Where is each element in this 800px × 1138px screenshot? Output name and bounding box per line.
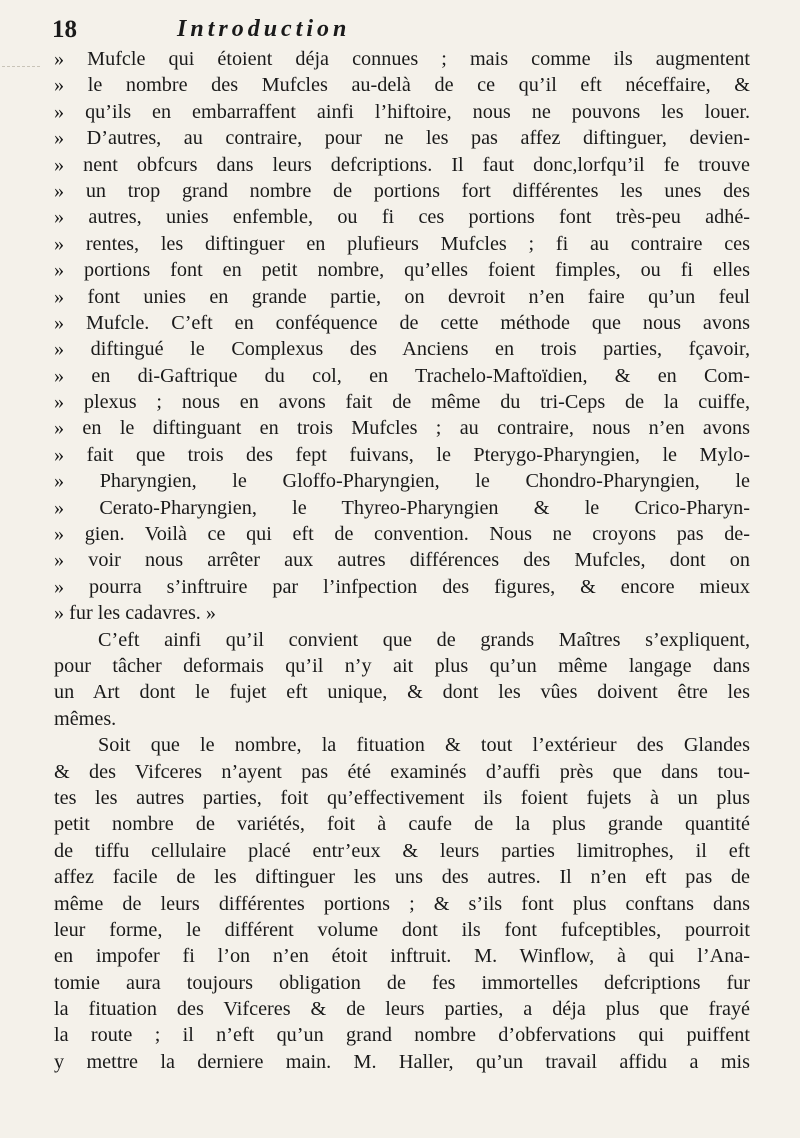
margin-ink-mark: [2, 66, 40, 69]
text-line: » Cerato-Pharyngien, le Thyreo-Pharyngien & le Crico-Pharyn-: [54, 496, 750, 519]
text-line: » en di-Gaftrique du col, en Trachelo-Maftoïdien, & en Com-: [54, 364, 750, 387]
text-line: » en le diftinguant en trois Mufcles ; au contraire, nous n’en avons: [54, 417, 750, 440]
text-line: & des Vifceres n’ayent pas été examinés d’auffi près que dans tou-: [54, 760, 750, 783]
text-line: affez facile de les diftinguer les uns des autres. Il n’en eft pas de: [54, 866, 750, 889]
text-line: » D’autres, au contraire, pour ne les pas affez diftinguer, devien-: [54, 127, 750, 150]
text-line: » pourra s’inftruire par l’infpection des figures, & encore mieux: [54, 575, 750, 598]
text-line: en impofer fi l’on n’en étoit inftruit. M. Winflow, à qui l’Ana-: [54, 945, 750, 968]
text-line: » gien. Voilà ce qui eft de convention. Nous ne croyons pas de-: [54, 523, 750, 546]
text-line: » qu’ils en embarraffent ainfi l’hiftoire, nous ne pouvons les louer.: [54, 100, 750, 123]
text-line: » autres, unies enfemble, ou fi ces portions font très-peu adhé-: [54, 206, 750, 229]
text-line: » plexus ; nous en avons fait de même du tri-Ceps de la cuiffe,: [54, 391, 750, 414]
text-line: y mettre la derniere main. M. Haller, qu’un travail affidu a mis: [54, 1050, 750, 1073]
text-line: C’eft ainfi qu’il convient que de grands Maîtres s’expliquent,: [98, 628, 750, 651]
text-line: petit nombre de variétés, foit à caufe de la plus grande quantité: [54, 813, 750, 836]
text-line: tomie aura toujours obligation de fes immortelles defcriptions fur: [54, 971, 750, 994]
text-line: » diftingué le Complexus des Anciens en trois parties, fçavoir,: [54, 338, 750, 361]
text-line: de tiffu cellulaire placé entr’eux & leurs parties limitrophes, il eft: [54, 839, 750, 862]
text-line: tes les autres parties, foit qu’effectivement ils foient fujets à un plus: [54, 786, 750, 809]
text-line: » font unies en grande partie, on devroit n’en faire qu’un feul: [54, 285, 750, 308]
text-line: » fait que trois des fept fuivans, le Pterygo-Pharyngien, le Mylo-: [54, 443, 750, 466]
text-line: Soit que le nombre, la fituation & tout l’extérieur des Glandes: [98, 734, 750, 757]
text-line: la fituation des Vifceres & de leurs parties, a déja plus que frayé: [54, 998, 750, 1021]
text-line: un Art dont le fujet eft unique, & dont les vûes doivent être les: [54, 681, 750, 704]
text-line: » fur les cadavres. »: [54, 602, 216, 625]
page-number: 18: [52, 16, 77, 43]
text-line: » portions font en petit nombre, qu’elles foient fimples, ou fi elles: [54, 259, 750, 282]
body-text: [54, 46, 750, 1075]
text-line: » Mufcle. C’eft en conféquence de cette méthode que nous avons: [54, 311, 750, 334]
text-line: pour tâcher deformais qu’il n’y ait plus qu’un même langage dans: [54, 654, 750, 677]
text-line: leur forme, le différent volume dont ils font fufceptibles, pourroit: [54, 918, 750, 941]
text-line: » le nombre des Mufcles au-delà de ce qu’il eft néceffaire, &: [54, 74, 750, 97]
text-line: » un trop grand nombre de portions fort différentes les unes des: [54, 179, 750, 202]
text-line: la route ; il n’eft qu’un grand nombre d’obfervations qui puiffent: [54, 1024, 750, 1047]
text-line: même de leurs différentes portions ; & s’ils font plus conftans dans: [54, 892, 750, 915]
text-line: mêmes.: [54, 707, 117, 730]
text-line: » Mufcle qui étoient déja connues ; mais comme ils augmentent: [54, 48, 750, 70]
text-line: » rentes, les diftinguer en plufieurs Mufcles ; fi au contraire ces: [54, 232, 750, 255]
text-line: » Pharyngien, le Gloffo-Pharyngien, le Chondro-Pharyngien, le: [54, 470, 750, 493]
text-line: » voir nous arrêter aux autres différences des Mufcles, dont on: [54, 549, 750, 572]
page-header: [52, 10, 752, 46]
text-line: » nent obfcurs dans leurs defcriptions. Il faut donc,lorfqu’il fe trouve: [54, 153, 750, 176]
running-title: Introduction: [177, 16, 351, 42]
